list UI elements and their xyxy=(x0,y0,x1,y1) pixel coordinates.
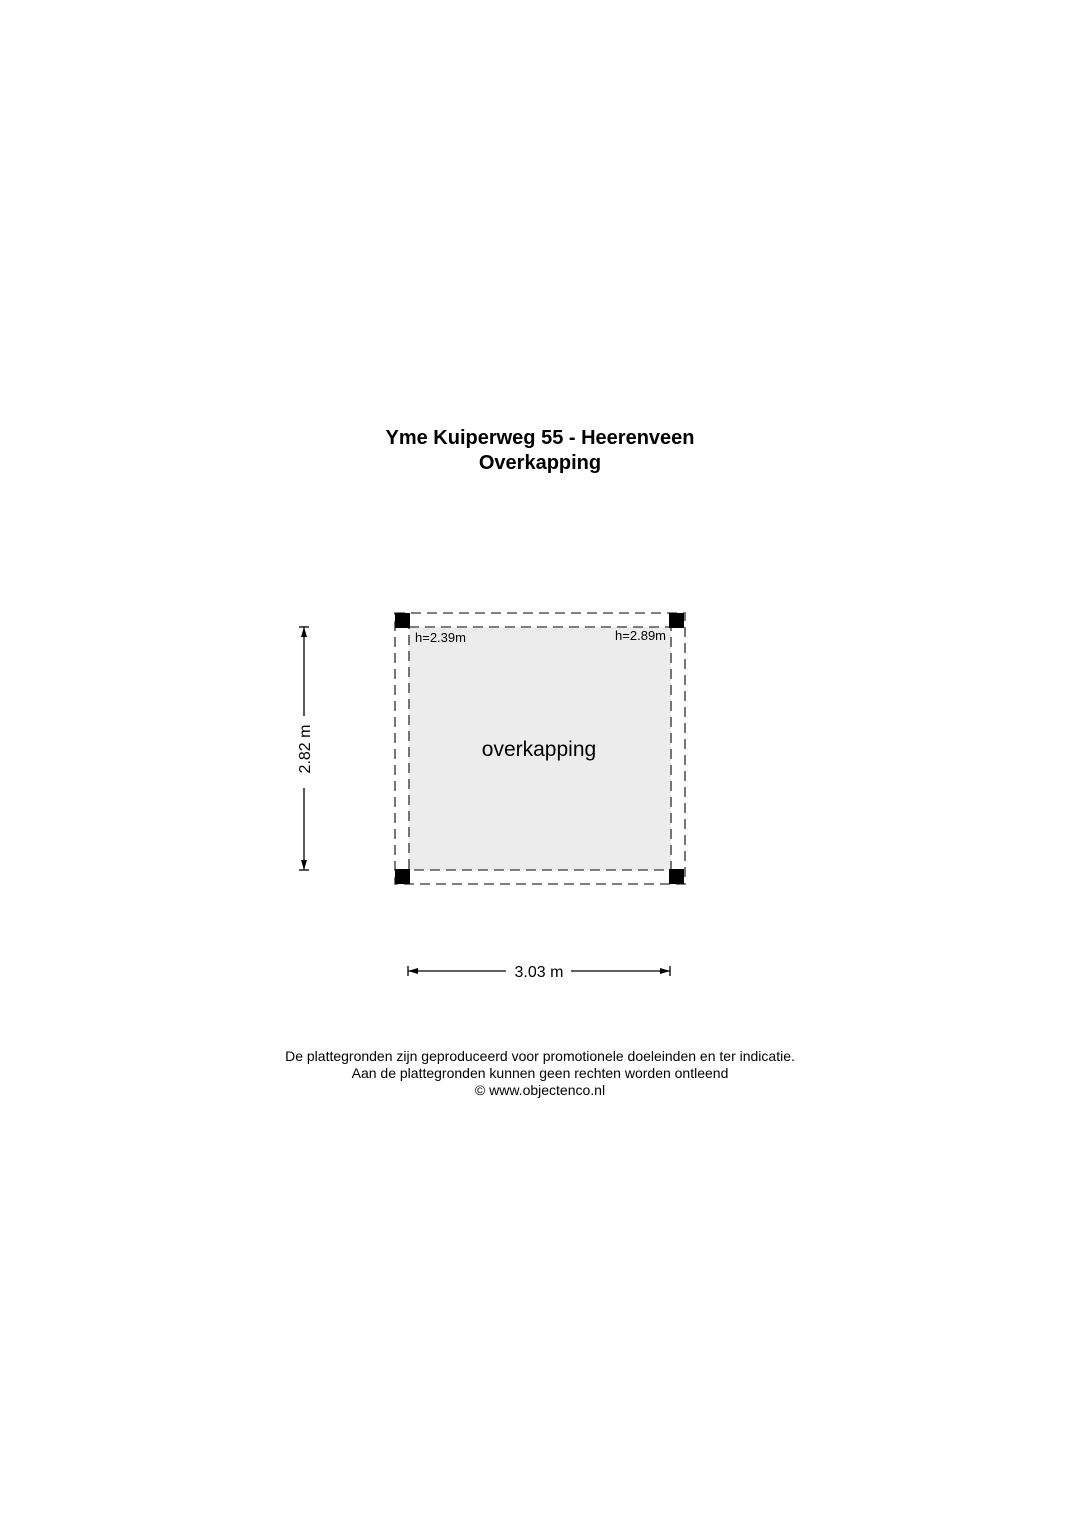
post-bottom-right xyxy=(669,869,684,884)
dimension-width-label: 3.03 m xyxy=(514,964,564,981)
plan-title-address: Yme Kuiperweg 55 - Heerenveen xyxy=(385,427,695,449)
post-top-right xyxy=(669,613,684,628)
disclaimer-line-2: Aan de plattegronden kunnen geen rechten worden ontleend xyxy=(351,1065,729,1081)
post-bottom-left xyxy=(395,869,410,884)
copyright-line: © www.objectenco.nl xyxy=(474,1082,606,1098)
plan-title-floor: Overkapping xyxy=(478,452,602,474)
disclaimer-line-1: De plattegronden zijn geproduceerd voor promotionele doeleinden en ter indicatie. xyxy=(285,1048,795,1064)
height-label-left: h=2.39m xyxy=(415,630,466,645)
height-label-right: h=2.89m xyxy=(615,628,666,643)
post-top-left xyxy=(395,613,410,628)
room-label: overkapping xyxy=(481,738,597,761)
dimension-depth-label: 2.82 m xyxy=(297,724,314,774)
